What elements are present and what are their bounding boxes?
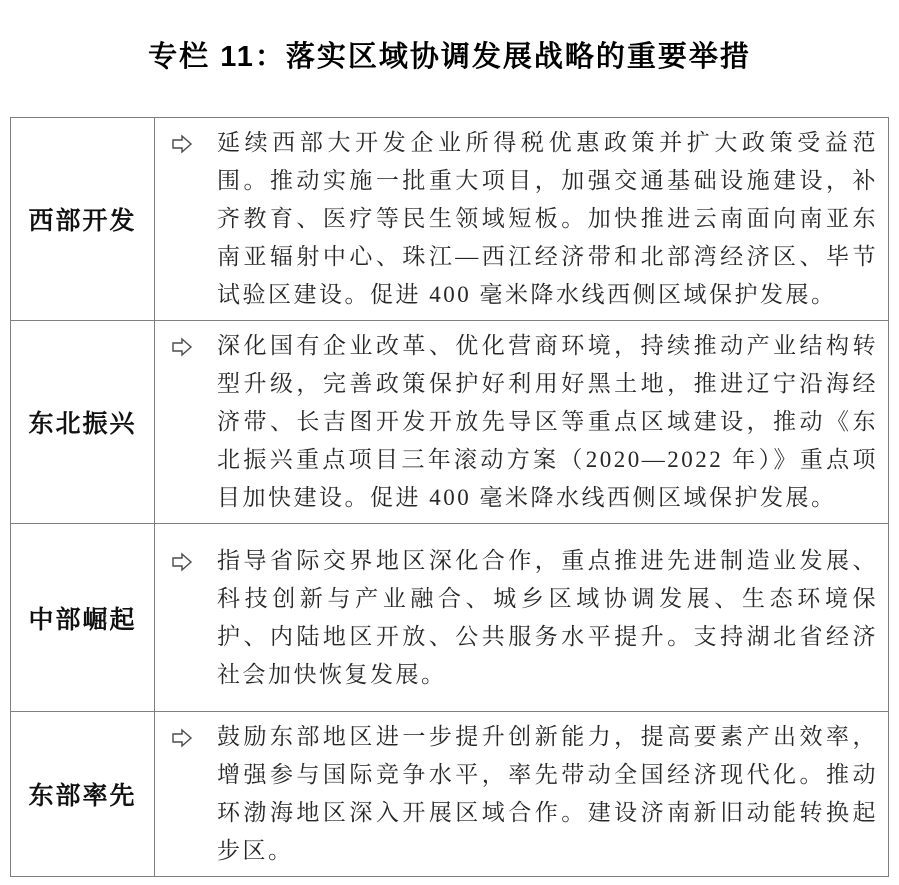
region-label-cell: 西部开发: [11, 118, 155, 321]
measures-text-cell: [155, 712, 889, 877]
measures-text-cell: [155, 321, 889, 524]
measures-text-cell: [155, 118, 889, 321]
page-title: 专栏 11：落实区域协调发展战略的重要举措: [148, 41, 751, 73]
measures-table: [10, 117, 889, 877]
measure-text: 指导省际交界地区深化合作，重点推进先进制造业发展、科技创新与产业融合、城乡区域协调发展、生态环境保护、内陆地区开放、公共服务水平提升。支持湖北省经济社会加快恢复发展。: [217, 547, 878, 687]
table-row: [11, 321, 889, 524]
measure-entry: [171, 124, 878, 314]
white-right-arrow-bullet-icon: [171, 336, 193, 358]
region-label-cell: 东部率先: [11, 712, 155, 877]
table-row: [11, 712, 889, 877]
table-row: [11, 118, 889, 321]
white-right-arrow-bullet-icon: [171, 551, 193, 573]
measure-text: 鼓励东部地区进一步提升创新能力，提高要素产出效率，增强参与国际竞争水平，率先带动全国经济现代化。推动环渤海地区深入开展区域合作。建设济南新旧动能转换起步区。: [217, 724, 878, 863]
region-label-cell: 中部崛起: [11, 524, 155, 712]
measures-text-cell: [155, 524, 889, 712]
white-right-arrow-bullet-icon: [171, 133, 193, 155]
white-right-arrow-bullet-icon: [171, 727, 193, 749]
measure-text: 延续西部大开发企业所得税优惠政策并扩大政策受益范围。推动实施一批重大项目，加强交通基础设施建设，补齐教育、医疗等民生领域短板。加快推进云南面向南亚东南亚辐射中心、珠江—西江经济带和北部湾经济区、毕节试验区建设。促进 400 毫米降水线西侧区域保护发展。: [217, 130, 878, 307]
measure-entry: [171, 327, 878, 517]
region-label-cell: 东北振兴: [11, 321, 155, 524]
measure-entry: [171, 718, 878, 870]
measure-text: 深化国有企业改革、优化营商环境，持续推动产业结构转型升级，完善政策保护好利用好黑土地，推进辽宁沿海经济带、长吉图开发开放先导区等重点区域建设，推动《东北振兴重点项目三年滚动方案（2020—2022 年）》重点项目加快建设。促进 400 毫米降水线西侧区域保护发展。: [217, 333, 878, 510]
table-row: [11, 524, 889, 712]
measure-entry: [171, 542, 878, 694]
